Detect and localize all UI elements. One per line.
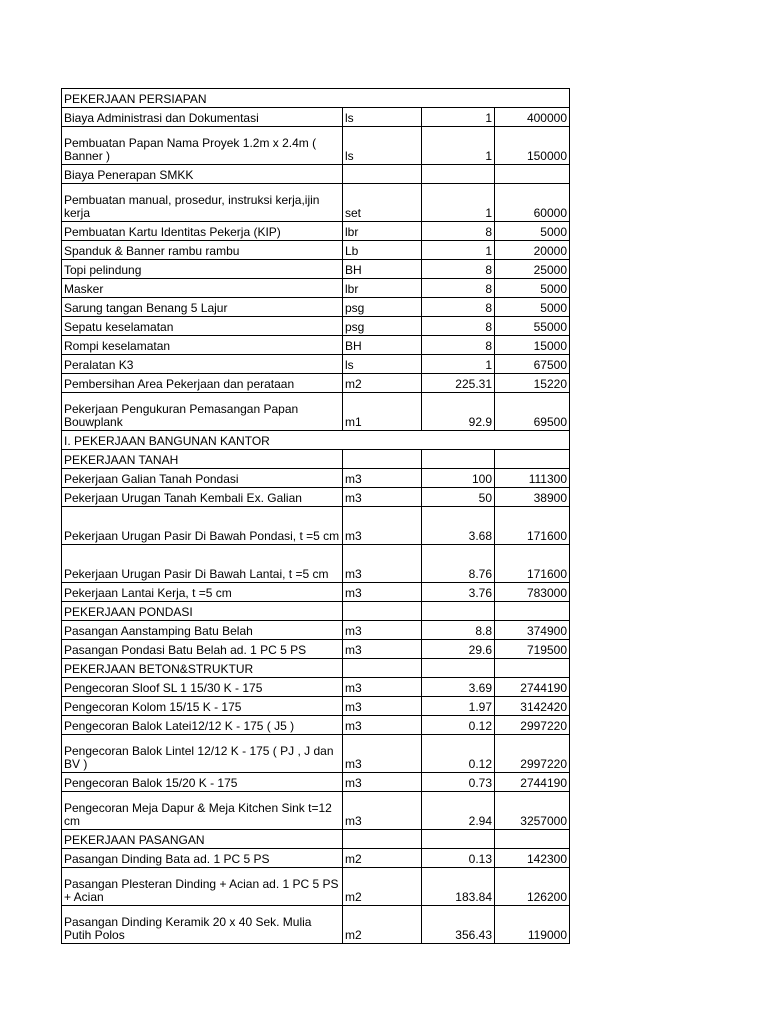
cell-description[interactable]: PEKERJAAN TANAH <box>62 450 343 469</box>
cell-quantity[interactable]: 8 <box>422 336 495 355</box>
cell-unit[interactable]: set <box>343 184 422 222</box>
cell-quantity[interactable]: 0.12 <box>422 735 495 773</box>
cell-description[interactable]: PEKERJAAN PASANGAN <box>62 830 343 849</box>
cell-quantity[interactable]: 8 <box>422 317 495 336</box>
table-row <box>62 640 570 659</box>
cell-unit-price[interactable] <box>495 165 570 184</box>
cell-quantity[interactable] <box>422 830 495 849</box>
table-row <box>62 241 570 260</box>
cell-unit[interactable]: m3 <box>343 735 422 773</box>
cell-unit[interactable]: lbr <box>343 222 422 241</box>
cell-quantity[interactable]: 2.94 <box>422 792 495 830</box>
cell-description[interactable]: Pasangan Dinding Bata ad. 1 PC 5 PS <box>62 849 343 868</box>
cell-unit[interactable]: m3 <box>343 640 422 659</box>
cell-quantity[interactable]: 1 <box>422 355 495 374</box>
cell-description[interactable]: Pengecoran Meja Dapur & Meja Kitchen Sink t=12 cm <box>62 792 343 830</box>
cell-description[interactable]: Pengecoran Balok Latei12/12 K - 175 ( J5 ) <box>62 716 343 735</box>
cell-description[interactable]: Pembuatan Kartu Identitas Pekerja (KIP) <box>62 222 343 241</box>
cell-unit-price[interactable]: 60000 <box>495 184 570 222</box>
cell-quantity[interactable]: 100 <box>422 469 495 488</box>
cell-unit-price[interactable]: 3142420 <box>495 697 570 716</box>
cell-unit-price[interactable]: 25000 <box>495 260 570 279</box>
cell-unit-price[interactable]: 5000 <box>495 222 570 241</box>
table-row <box>62 830 570 849</box>
cell-unit-price[interactable]: 400000 <box>495 108 570 127</box>
table-row <box>62 469 570 488</box>
table-row <box>62 906 570 944</box>
table-row <box>62 355 570 374</box>
cell-unit-price[interactable]: 38900 <box>495 488 570 507</box>
cell-description[interactable]: Biaya Penerapan SMKK <box>62 165 343 184</box>
cell-description[interactable]: Pekerjaan Urugan Pasir Di Bawah Lantai, t =5 cm <box>62 545 343 583</box>
table-row <box>62 374 570 393</box>
cell-quantity[interactable] <box>422 450 495 469</box>
cell-quantity[interactable]: 92.9 <box>422 393 495 431</box>
cell-unit[interactable]: psg <box>343 298 422 317</box>
cell-unit[interactable]: m2 <box>343 849 422 868</box>
table-row <box>62 336 570 355</box>
cell-unit-price[interactable]: 67500 <box>495 355 570 374</box>
table-row <box>62 165 570 184</box>
table-row <box>62 184 570 222</box>
cell-description[interactable]: Pekerjaan Urugan Tanah Kembali Ex. Galian <box>62 488 343 507</box>
cell-description[interactable]: Sepatu keselamatan <box>62 317 343 336</box>
cell-description[interactable]: Pembuatan Papan Nama Proyek 1.2m x 2.4m ( Banner ) <box>62 127 343 165</box>
cell-unit-price[interactable]: 3257000 <box>495 792 570 830</box>
cell-unit[interactable] <box>343 659 422 678</box>
cell-unit-price[interactable]: 5000 <box>495 279 570 298</box>
cell-unit[interactable]: m2 <box>343 906 422 944</box>
cell-description[interactable]: Pasangan Dinding Keramik 20 x 40 Sek. Mulia Putih Polos <box>62 906 343 944</box>
cell-unit[interactable]: m3 <box>343 583 422 602</box>
cell-unit[interactable]: m3 <box>343 792 422 830</box>
cell-description[interactable]: Pasangan Pondasi Batu Belah ad. 1 PC 5 PS <box>62 640 343 659</box>
cell-unit[interactable] <box>343 830 422 849</box>
cell-description[interactable]: Pembuatan manual, prosedur, instruksi kerja,ijin kerja <box>62 184 343 222</box>
cell-unit-price[interactable]: 719500 <box>495 640 570 659</box>
table-row <box>62 659 570 678</box>
cell-unit[interactable]: ls <box>343 355 422 374</box>
cell-description[interactable]: Pengecoran Balok 15/20 K - 175 <box>62 773 343 792</box>
table-row <box>62 317 570 336</box>
cell-quantity[interactable]: 8 <box>422 298 495 317</box>
cell-unit-price[interactable]: 142300 <box>495 849 570 868</box>
cell-unit-price[interactable]: 15220 <box>495 374 570 393</box>
cell-unit[interactable]: Lb <box>343 241 422 260</box>
cell-description[interactable]: Pengecoran Kolom 15/15 K - 175 <box>62 697 343 716</box>
table-row <box>62 621 570 640</box>
cell-quantity[interactable]: 356.43 <box>422 906 495 944</box>
cell-quantity[interactable] <box>422 659 495 678</box>
cell-quantity[interactable]: 29.6 <box>422 640 495 659</box>
table-row <box>62 89 570 108</box>
cell-unit[interactable]: lbr <box>343 279 422 298</box>
table-row <box>62 431 570 450</box>
cell-quantity[interactable]: 3.68 <box>422 507 495 545</box>
cell-unit-price[interactable]: 2744190 <box>495 773 570 792</box>
cell-unit[interactable]: m3 <box>343 697 422 716</box>
cell-unit[interactable]: m3 <box>343 545 422 583</box>
cell-unit-price[interactable]: 69500 <box>495 393 570 431</box>
cell-description[interactable]: I. PEKERJAAN BANGUNAN KANTOR <box>62 431 570 450</box>
cell-quantity[interactable]: 0.73 <box>422 773 495 792</box>
cell-unit-price[interactable]: 171600 <box>495 507 570 545</box>
cell-description[interactable]: Pekerjaan Lantai Kerja, t =5 cm <box>62 583 343 602</box>
cell-unit[interactable]: m3 <box>343 469 422 488</box>
cell-quantity[interactable] <box>422 165 495 184</box>
cell-quantity[interactable]: 3.69 <box>422 678 495 697</box>
table-row <box>62 108 570 127</box>
cell-quantity[interactable]: 1.97 <box>422 697 495 716</box>
cell-unit[interactable]: BH <box>343 336 422 355</box>
cell-unit-price[interactable]: 2744190 <box>495 678 570 697</box>
cell-description[interactable]: Biaya Administrasi dan Dokumentasi <box>62 108 343 127</box>
cell-description[interactable]: Rompi keselamatan <box>62 336 343 355</box>
table-row <box>62 849 570 868</box>
cell-unit[interactable]: m3 <box>343 507 422 545</box>
cell-unit[interactable]: psg <box>343 317 422 336</box>
cell-unit[interactable]: m3 <box>343 488 422 507</box>
cell-unit-price[interactable]: 150000 <box>495 127 570 165</box>
table-row <box>62 735 570 773</box>
cell-description[interactable]: Pengecoran Sloof SL 1 15/30 K - 175 <box>62 678 343 697</box>
cell-quantity[interactable]: 183.84 <box>422 868 495 906</box>
cell-unit-price[interactable] <box>495 450 570 469</box>
cell-quantity[interactable]: 1 <box>422 241 495 260</box>
cell-description[interactable]: Peralatan K3 <box>62 355 343 374</box>
cell-quantity[interactable]: 8.76 <box>422 545 495 583</box>
cell-unit[interactable] <box>343 165 422 184</box>
table-row <box>62 222 570 241</box>
cell-description[interactable]: Pasangan Plesteran Dinding + Acian ad. 1 PC 5 PS + Acian <box>62 868 343 906</box>
cell-quantity[interactable]: 0.12 <box>422 716 495 735</box>
cell-unit[interactable]: m2 <box>343 374 422 393</box>
cell-unit[interactable] <box>343 602 422 621</box>
cell-description[interactable]: Pekerjaan Galian Tanah Pondasi <box>62 469 343 488</box>
table-row <box>62 868 570 906</box>
cell-description[interactable]: Pembersihan Area Pekerjaan dan perataan <box>62 374 343 393</box>
table-row <box>62 507 570 545</box>
cell-quantity[interactable]: 8 <box>422 260 495 279</box>
cell-unit-price[interactable]: 119000 <box>495 906 570 944</box>
cell-description[interactable]: Pasangan Aanstamping Batu Belah <box>62 621 343 640</box>
cell-description[interactable]: Masker <box>62 279 343 298</box>
table-row <box>62 678 570 697</box>
cell-description[interactable]: Spanduk & Banner rambu rambu <box>62 241 343 260</box>
cell-quantity[interactable]: 1 <box>422 127 495 165</box>
table-row <box>62 602 570 621</box>
table-row <box>62 488 570 507</box>
cell-description[interactable]: PEKERJAAN BETON&STRUKTUR <box>62 659 343 678</box>
cell-unit-price[interactable]: 2997220 <box>495 716 570 735</box>
cell-unit-price[interactable]: 2997220 <box>495 735 570 773</box>
cell-unit[interactable]: ls <box>343 127 422 165</box>
cell-quantity[interactable]: 8.8 <box>422 621 495 640</box>
table-row <box>62 279 570 298</box>
table-row <box>62 773 570 792</box>
cell-unit-price[interactable]: 111300 <box>495 469 570 488</box>
table-row <box>62 716 570 735</box>
cell-description[interactable]: PEKERJAAN PONDASI <box>62 602 343 621</box>
cell-quantity[interactable] <box>422 602 495 621</box>
cell-unit[interactable]: BH <box>343 260 422 279</box>
cell-quantity[interactable]: 50 <box>422 488 495 507</box>
cell-unit-price[interactable]: 55000 <box>495 317 570 336</box>
cell-unit-price[interactable]: 171600 <box>495 545 570 583</box>
cell-unit[interactable]: m3 <box>343 621 422 640</box>
cell-unit-price[interactable]: 374900 <box>495 621 570 640</box>
cell-unit[interactable]: m3 <box>343 773 422 792</box>
cell-quantity[interactable]: 8 <box>422 222 495 241</box>
cell-quantity[interactable]: 3.76 <box>422 583 495 602</box>
table-body <box>62 89 570 944</box>
table-row <box>62 697 570 716</box>
cell-unit[interactable]: m3 <box>343 716 422 735</box>
cell-description[interactable]: Pekerjaan Urugan Pasir Di Bawah Pondasi, t =5 cm <box>62 507 343 545</box>
cell-unit-price[interactable]: 15000 <box>495 336 570 355</box>
cell-unit[interactable]: m3 <box>343 678 422 697</box>
cell-unit-price[interactable]: 20000 <box>495 241 570 260</box>
cell-unit[interactable]: m1 <box>343 393 422 431</box>
cell-unit-price[interactable] <box>495 830 570 849</box>
cell-description[interactable]: Topi pelindung <box>62 260 343 279</box>
cell-unit-price[interactable] <box>495 602 570 621</box>
table-row <box>62 298 570 317</box>
cell-quantity[interactable]: 8 <box>422 279 495 298</box>
cell-description[interactable]: Sarung tangan Benang 5 Lajur <box>62 298 343 317</box>
cell-description[interactable]: PEKERJAAN PERSIAPAN <box>62 89 570 108</box>
cell-unit-price[interactable] <box>495 659 570 678</box>
cell-quantity[interactable]: 1 <box>422 184 495 222</box>
cell-unit-price[interactable]: 126200 <box>495 868 570 906</box>
cell-unit[interactable]: ls <box>343 108 422 127</box>
table-row <box>62 260 570 279</box>
table-row <box>62 450 570 469</box>
table-row <box>62 583 570 602</box>
cost-estimate-table <box>61 88 570 944</box>
cell-quantity[interactable]: 225.31 <box>422 374 495 393</box>
table-row <box>62 545 570 583</box>
cell-unit-price[interactable]: 5000 <box>495 298 570 317</box>
cell-quantity[interactable]: 1 <box>422 108 495 127</box>
cell-unit-price[interactable]: 783000 <box>495 583 570 602</box>
cell-unit[interactable] <box>343 450 422 469</box>
table-row <box>62 127 570 165</box>
cell-description[interactable]: Pengecoran Balok Lintel 12/12 K - 175 ( PJ , J dan BV ) <box>62 735 343 773</box>
table-row <box>62 792 570 830</box>
cell-description[interactable]: Pekerjaan Pengukuran Pemasangan Papan Bouwplank <box>62 393 343 431</box>
cell-unit[interactable]: m2 <box>343 868 422 906</box>
cell-quantity[interactable]: 0.13 <box>422 849 495 868</box>
table-row <box>62 393 570 431</box>
